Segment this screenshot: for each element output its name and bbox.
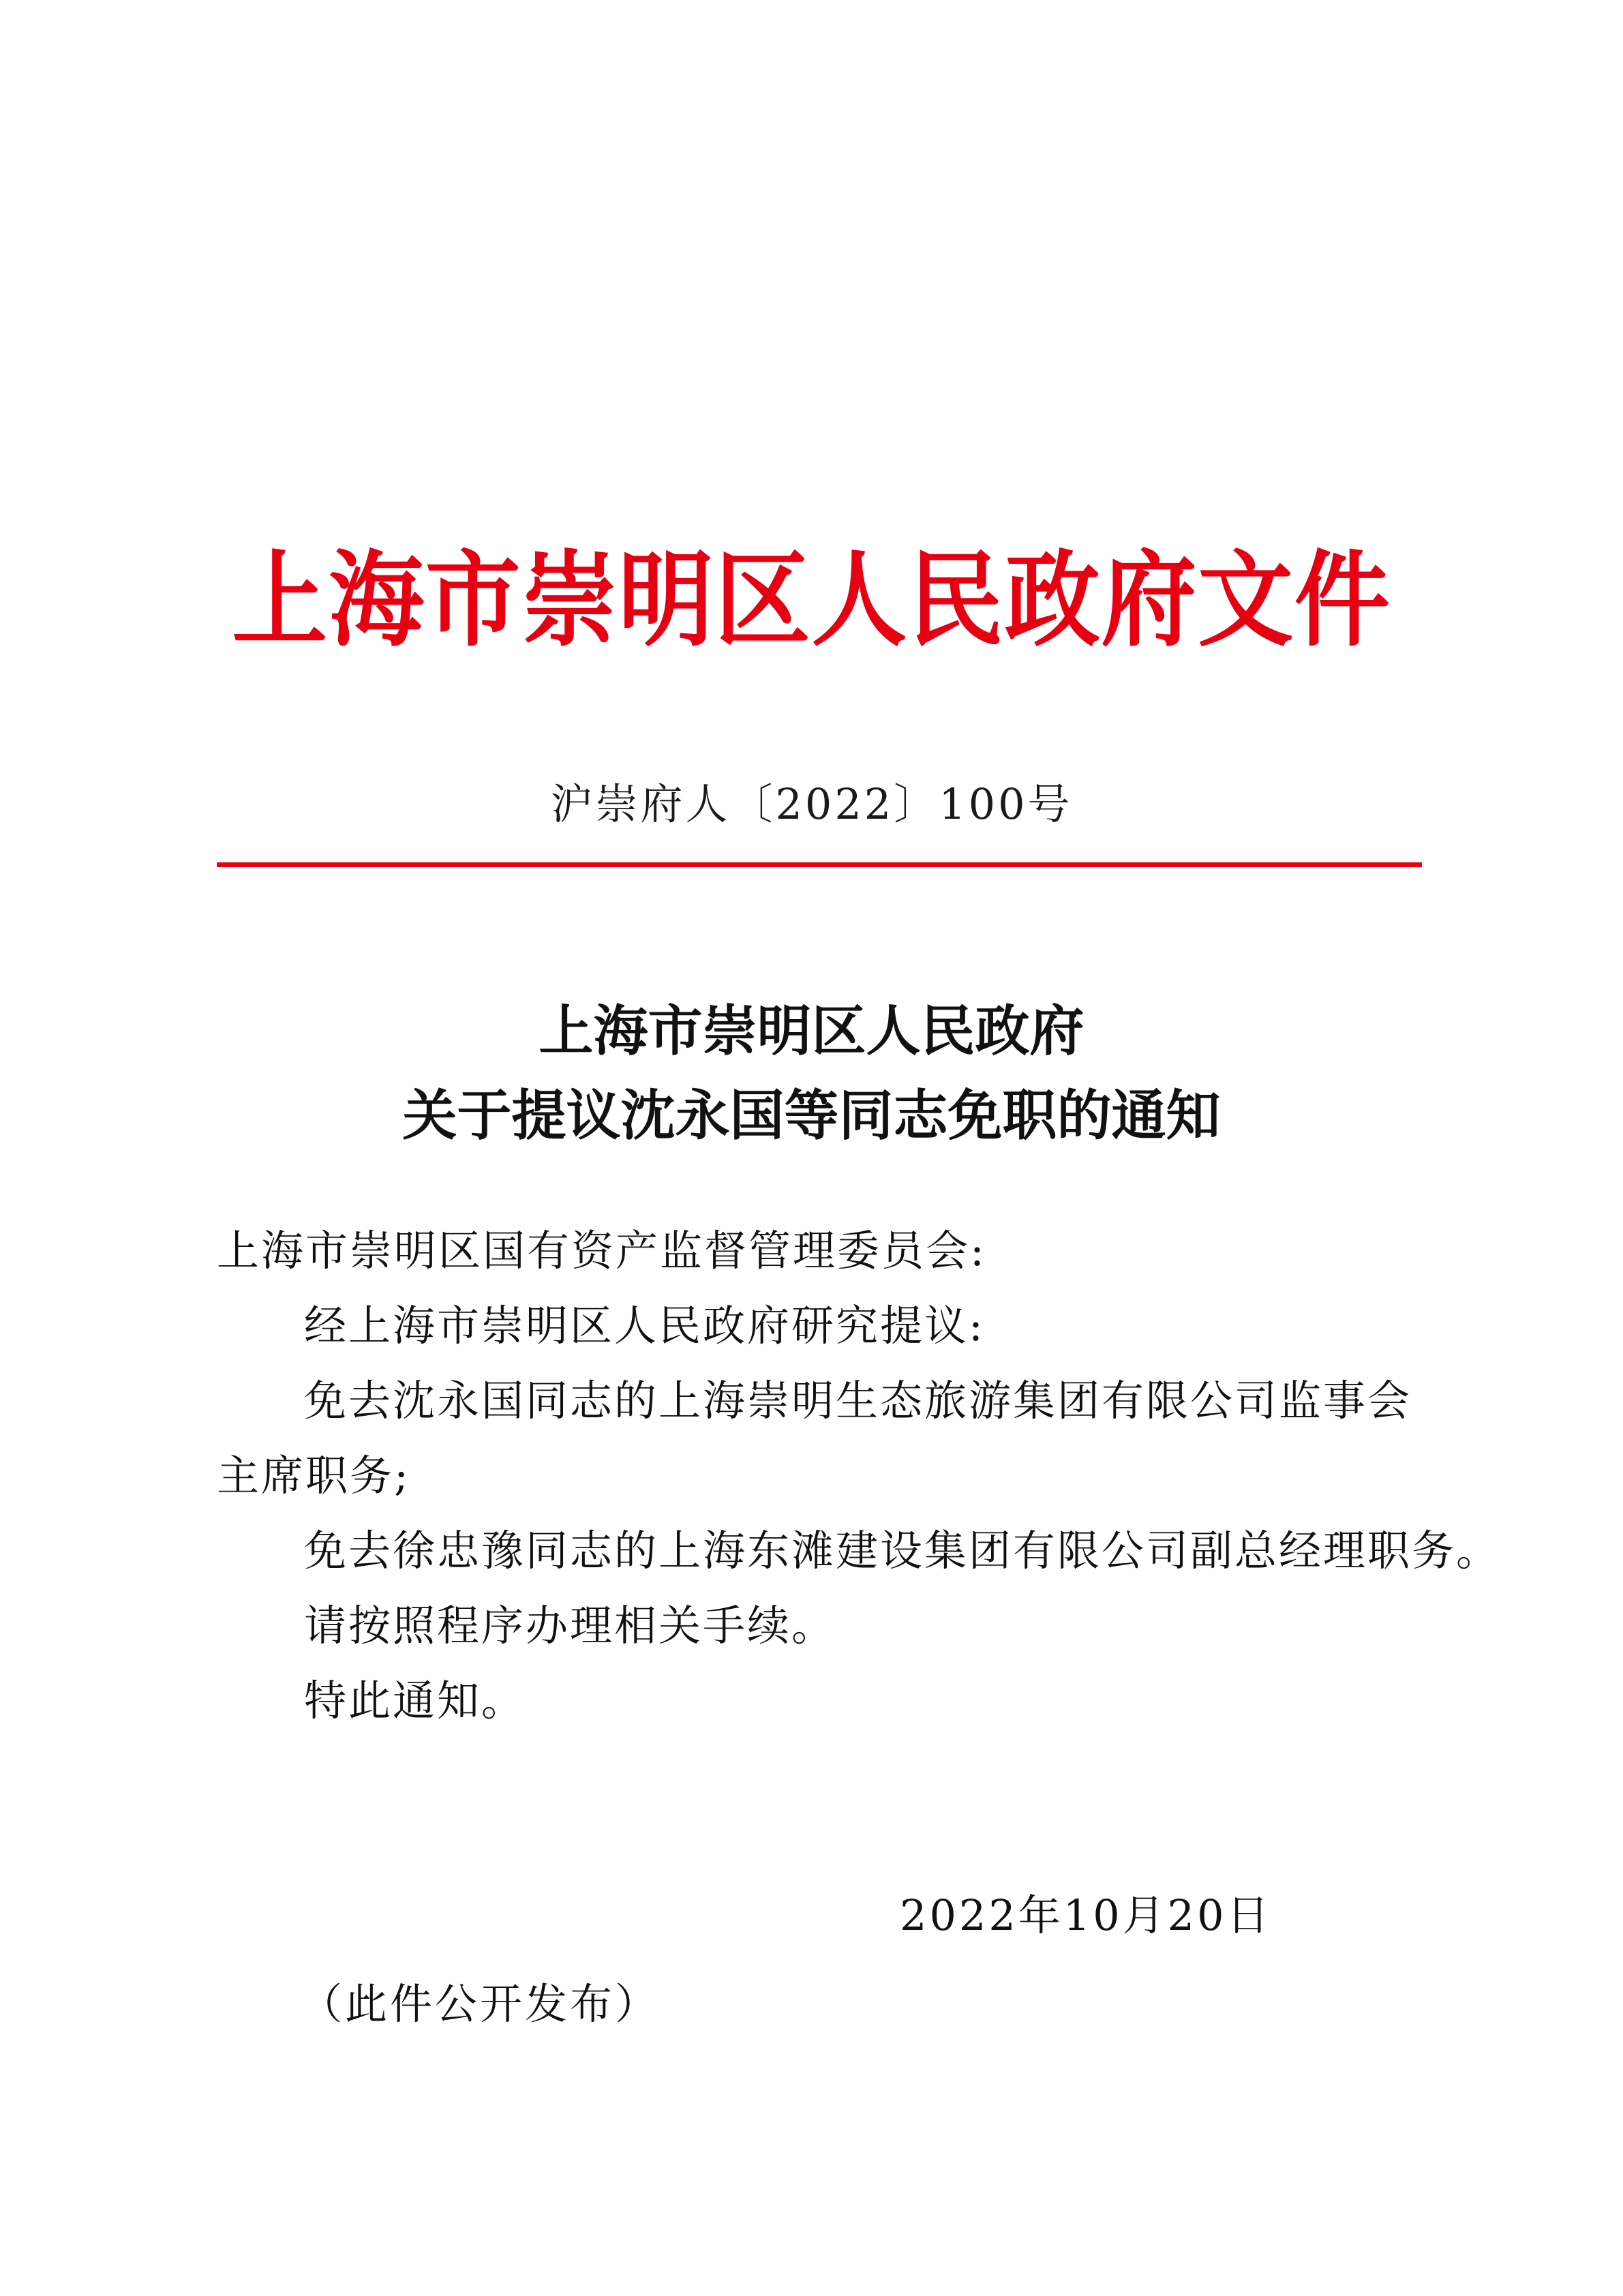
publication-note: （此件公开发布） xyxy=(300,1979,661,2029)
notice-body xyxy=(217,1213,1501,1738)
body-paragraph-3: 免去徐忠豫同志的上海东滩建设集团有限公司副总经理职务。 xyxy=(304,1526,1501,1575)
body-paragraph-4: 请按照程序办理相关手续。 xyxy=(304,1601,836,1650)
body-paragraph-2-line-1: 免去沈永国同志的上海崇明生态旅游集团有限公司监事会 xyxy=(304,1376,1412,1425)
addressee: 上海市崇明区国有资产监督管理委员会: xyxy=(217,1226,986,1275)
body-paragraph-5: 特此通知。 xyxy=(304,1676,526,1725)
body-paragraph-2-line-2: 主席职务; xyxy=(217,1451,410,1500)
notice-title xyxy=(0,988,1623,1158)
masthead-title: 上海市崇明区人民政府文件 xyxy=(232,539,1391,661)
issue-date: 2022年10月20日 xyxy=(900,1890,1272,1940)
body-paragraph-1: 经上海市崇明区人民政府研究提议: xyxy=(304,1301,985,1350)
notice-title-line-2: 关于提议沈永国等同志免职的通知 xyxy=(402,1083,1221,1147)
notice-title-line-1: 上海市崇明区人民政府 xyxy=(539,999,1084,1063)
red-divider-line xyxy=(217,862,1422,867)
document-number: 沪崇府人〔2022〕100号 xyxy=(550,779,1073,829)
